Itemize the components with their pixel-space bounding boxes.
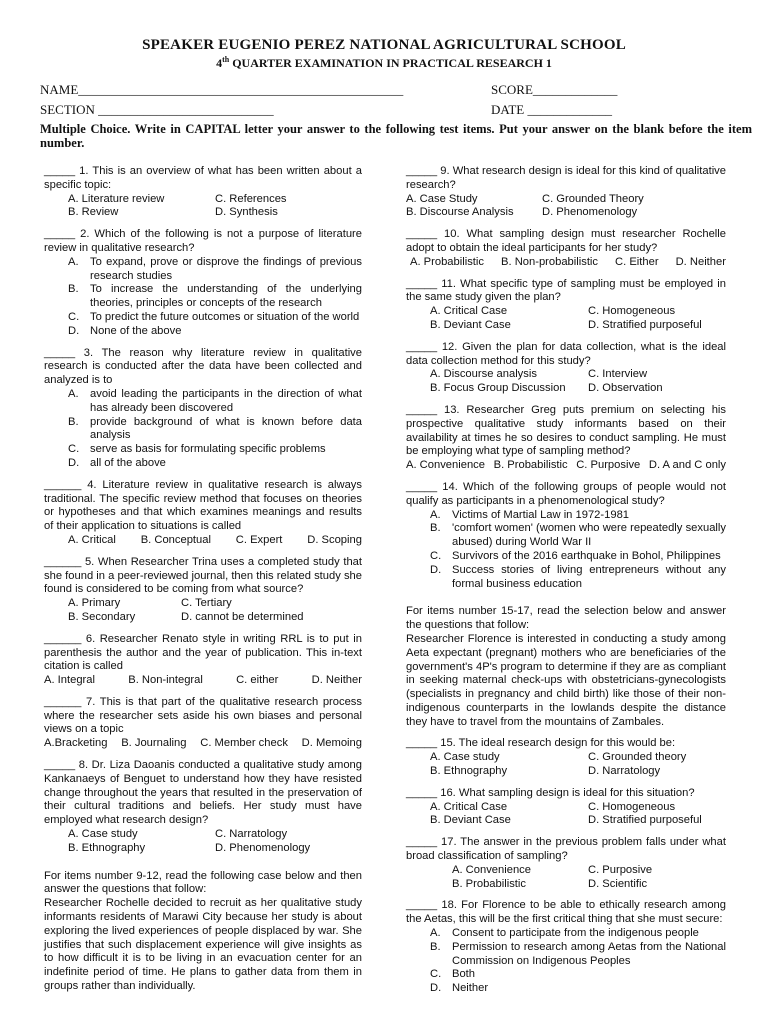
option-a	[68, 388, 362, 416]
option-c: C. Homogeneous	[588, 305, 676, 318]
option-b: B. Probabilistic	[493, 459, 568, 472]
question-9	[406, 165, 726, 220]
option-c: C. either	[236, 674, 279, 687]
option-d: D. Neither	[311, 674, 362, 687]
date-field[interactable]: DATE _____________	[491, 102, 612, 117]
option-d: D. Phenomenology	[542, 206, 638, 219]
option-c: C. Expert	[235, 533, 283, 546]
question-17	[406, 836, 726, 891]
question-stem: _____ 11. What specific type of sampling must be employed in the same study given the plan?	[406, 277, 726, 304]
option-text: To expand, prove or disprove the findings of previous research studies	[90, 255, 362, 282]
question-stem: _____ 16. What sampling design is ideal for this situation?	[406, 786, 695, 799]
right-column	[406, 165, 726, 996]
option-c: C. Either	[615, 255, 659, 268]
question-2	[44, 228, 362, 338]
option-letter: A.	[68, 387, 79, 400]
question-stem: _____ 12. Given the plan for data collection, what is the ideal data collection method for this study?	[406, 340, 726, 367]
option-c	[430, 550, 726, 564]
option-d: D. Observation	[588, 382, 663, 395]
option-a: A. Literature review	[68, 192, 165, 205]
option-d: D. Scientific	[588, 877, 648, 890]
name-field[interactable]: NAME__________________________________________________	[40, 82, 404, 97]
option-d: D. cannot be determined	[181, 610, 304, 623]
question-3	[44, 347, 362, 471]
options	[44, 388, 362, 471]
case-text-9-12: Researcher Rochelle decided to recruit as her qualitative study informants residents of Marawi City because her study is about exploring the lived experiences of people displaced by war. She justifies that such displacement experience will give insights as to how difficult it is to be living in an evacuation center for an indefinite period of time. He plans to gather data from them in groups rather than individually.	[44, 897, 362, 993]
option-b: B. Ethnography	[430, 765, 508, 778]
left-column	[44, 165, 362, 1002]
option-a: A. Discourse analysis	[430, 368, 537, 381]
question-stem: _____ 18. For Florence to be able to ethically research among the Aetas, this will be the first critical thing that she must secure:	[406, 899, 726, 926]
case-intro-15-17: For items number 15-17, read the selection below and answer the questions that follow:	[406, 605, 726, 632]
options	[44, 828, 362, 856]
option-b	[68, 283, 362, 311]
question-stem: _____ 8. Dr. Liza Daoanis conducted a qualitative study among Kankanaeys of Benguet to understand how they have resisted change throughout the years that resulted in the preservation of their cultural traditions and beliefs. Her study must have employed what research design?	[44, 759, 362, 827]
option-letter: C.	[430, 549, 442, 562]
option-d: D. Stratified purposeful	[588, 318, 702, 331]
option-c: C. Purposive	[588, 863, 653, 876]
option-a: A. Case study	[430, 751, 500, 764]
option-b: B. Probabilistic	[452, 877, 526, 890]
section-field[interactable]: SECTION ___________________________	[40, 102, 274, 117]
option-a: A. Case Study	[406, 192, 478, 205]
option-c: C. Grounded theory	[588, 751, 687, 764]
option-d: D. Synthesis	[215, 206, 278, 219]
option-c	[430, 968, 726, 982]
options	[406, 305, 726, 333]
option-letter: A.	[430, 508, 441, 521]
option-a: A. Critical Case	[430, 800, 508, 813]
question-5	[44, 556, 362, 625]
option-b: B. Non-probabilistic	[501, 255, 599, 268]
option-c: C. Grounded Theory	[542, 192, 644, 205]
question-8	[44, 759, 362, 856]
option-b: B. Journaling	[121, 737, 187, 750]
option-c	[68, 443, 362, 457]
option-text: all of the above	[90, 456, 166, 469]
option-d	[430, 564, 726, 592]
question-stem: _____ 14. Which of the following groups of people would not qualify as participants in a phenomenological study?	[406, 480, 726, 507]
exam-title	[0, 55, 768, 71]
option-a: A. Case study	[68, 828, 138, 841]
options	[44, 674, 362, 688]
option-d: D. Stratified purposeful	[588, 814, 702, 827]
question-stem: _____ 17. The answer in the previous problem falls under what broad classification of sampling?	[406, 836, 726, 863]
options	[44, 737, 362, 751]
exam-ordinal: 4	[216, 56, 223, 70]
question-stem: _____ 9. What research design is ideal for this kind of qualitative research?	[406, 165, 726, 191]
option-d: D. Scoping	[307, 533, 362, 546]
option-letter: C.	[430, 968, 442, 981]
question-15	[406, 737, 726, 778]
question-13	[406, 404, 726, 473]
option-b: B. Non-integral	[128, 674, 203, 687]
option-d: D. A and C only	[648, 459, 726, 472]
option-text: Neither	[452, 982, 489, 995]
option-letter: A.	[68, 255, 79, 268]
option-d: D. Neither	[675, 255, 726, 268]
option-letter: C.	[68, 443, 80, 456]
question-stem: ______ 6. Researcher Renato style in writing RRL is to put in parenthesis the author and the year of publication. This in-text citation is called	[44, 632, 362, 673]
options	[44, 597, 362, 625]
question-stem: ______ 7. This is that part of the qualitative research process where the researcher sets aside his own biases and personal views on a topic	[44, 695, 362, 736]
options	[406, 368, 726, 396]
question-6	[44, 633, 362, 688]
instructions: Multiple Choice. Write in CAPITAL letter your answer to the following test items. Put your answer on the blank before the item number.	[40, 122, 752, 150]
option-letter: B.	[430, 522, 441, 535]
question-10	[406, 228, 726, 269]
option-b: B. Focus Group Discussion	[430, 382, 566, 395]
option-text: serve as basis for formulating specific problems	[90, 443, 326, 456]
option-a: A. Convenience	[452, 863, 531, 876]
option-letter: D.	[68, 324, 80, 337]
option-text: Success stories of living entrepreneurs without any formal business education	[452, 563, 726, 590]
option-a: A. Probabilistic	[410, 255, 484, 268]
exam-title-rest: QUARTER EXAMINATION IN PRACTICAL RESEARCH 1	[229, 56, 552, 70]
question-1	[44, 165, 362, 220]
option-letter: C.	[68, 310, 80, 323]
options	[406, 459, 726, 473]
option-a	[68, 256, 362, 284]
option-b: B. Deviant Case	[430, 318, 511, 331]
option-b: B. Secondary	[68, 610, 136, 623]
option-letter: D.	[430, 982, 442, 995]
option-text: Both	[452, 968, 476, 981]
option-a: A.Bracketing	[44, 737, 108, 750]
option-text: avoid leading the participants in the direction of what has already been discovered	[90, 387, 362, 414]
option-d	[68, 457, 362, 471]
question-stem: _____ 10. What sampling design must researcher Rochelle adopt to obtain the ideal participants for her study?	[406, 228, 726, 254]
option-b	[430, 941, 726, 969]
option-d	[430, 982, 726, 996]
option-letter: D.	[430, 563, 442, 576]
option-text: Victims of Martial Law in 1972-1981	[452, 508, 630, 521]
question-18	[406, 899, 726, 996]
question-stem: _____ 3. The reason why literature review in qualitative research is conducted after the data have been collected and analyzed is to	[44, 346, 362, 387]
options	[406, 927, 726, 996]
option-c: C. References	[215, 192, 287, 205]
question-4	[44, 479, 362, 548]
option-text: To predict the future outcomes or situation of the world	[90, 310, 360, 323]
option-letter: B.	[430, 940, 441, 953]
option-c: C. Narratology	[215, 828, 288, 841]
case-text-15-17: Researcher Florence is interested in conducting a study among Aeta expectant (pregnant) mothers who are beneficiaries of the government's 4P's program to determine if they are as compliant in seeking maternal check-ups with obstetricians-gynecologists (specialists in pregnancy and child birth) like those of their non-indigenous counterparts in the lowlands despite the distance they have to travel from the mountains of Zambales.	[406, 632, 726, 728]
option-letter: D.	[68, 456, 80, 469]
option-b	[68, 416, 362, 444]
option-a	[430, 509, 726, 523]
option-text: Survivors of the 2016 earthquake in Bohol, Philippines	[452, 549, 721, 562]
option-b: B. Review	[68, 206, 119, 219]
question-12	[406, 341, 726, 396]
question-stem: _____ 1. This is an overview of what has been written about a specific topic:	[44, 165, 362, 191]
school-title: SPEAKER EUGENIO PEREZ NATIONAL AGRICULTURAL SCHOOL	[142, 37, 626, 53]
question-7	[44, 696, 362, 751]
question-stem: _____ 13. Researcher Greg puts premium on selecting his prospective qualitative study informants based on their availability at times he so desires to conduct sampling. He must be employing what type of sampling method?	[406, 403, 726, 458]
option-c: C. Interview	[588, 368, 648, 381]
option-text: Consent to participate from the indigenous people	[452, 927, 699, 940]
question-11	[406, 278, 726, 333]
option-c	[68, 311, 362, 325]
option-a: A. Primary	[68, 597, 121, 610]
option-text: To increase the understanding of the underlying theories, principles or concepts of the research	[90, 283, 362, 310]
option-c: C. Homogeneous	[588, 800, 676, 813]
option-c: C. Tertiary	[181, 597, 232, 610]
option-text: None of the above	[90, 324, 182, 337]
options	[406, 256, 726, 270]
score-field[interactable]: SCORE_____________	[491, 82, 618, 97]
option-b: B. Deviant Case	[430, 814, 511, 827]
option-text: provide background of what is known before data analysis	[90, 415, 362, 442]
option-d	[68, 325, 362, 339]
option-b: B. Ethnography	[68, 841, 146, 854]
option-a: A. Critical Case	[430, 305, 508, 318]
options	[406, 193, 726, 221]
option-d: D. Phenomenology	[215, 841, 311, 854]
option-letter: A.	[430, 927, 441, 940]
option-a	[430, 927, 726, 941]
option-b	[430, 522, 726, 550]
options	[406, 509, 726, 592]
case-intro-9-12: For items number 9-12, read the following case below and then answer the questions that follow:	[44, 869, 362, 896]
option-a: A. Integral	[44, 674, 95, 687]
options	[406, 864, 726, 892]
option-d: D. Memoing	[301, 737, 362, 750]
question-16	[406, 787, 726, 828]
exam-ordinal-suffix: th	[222, 55, 230, 64]
option-letter: B.	[68, 415, 79, 428]
question-stem: _____ 2. Which of the following is not a purpose of literature review in qualitative research?	[44, 228, 362, 254]
option-letter: B.	[68, 283, 79, 296]
option-d: D. Narratology	[588, 765, 661, 778]
option-a: A. Critical	[68, 533, 116, 546]
question-stem: ______ 4. Literature review in qualitative research is always traditional. The specific review method that focuses on theories or hypotheses and that which examines meanings and results of their application to situations is called	[44, 478, 362, 533]
question-14	[406, 481, 726, 591]
option-c: C. Member check	[200, 737, 288, 750]
option-a: A. Convenience	[406, 459, 485, 472]
option-text: 'comfort women' (women who were repeatedly sexually abused) during World War II	[452, 522, 726, 549]
question-stem: ______ 5. When Researcher Trina uses a completed study that she found in a peer-reviewed journal, then this related study she found is considered to be coming from what source?	[44, 555, 362, 596]
option-c: C. Purposive	[576, 459, 641, 472]
option-text: Permission to research among Aetas from the National Commission on Indigenous Peoples	[452, 940, 726, 967]
options	[44, 534, 362, 548]
options	[44, 193, 362, 221]
question-stem: _____ 15. The ideal research design for this would be:	[406, 737, 676, 750]
options	[44, 256, 362, 339]
options	[406, 751, 726, 779]
option-b: B. Conceptual	[140, 533, 211, 546]
option-b: B. Discourse Analysis	[406, 206, 514, 219]
options	[406, 801, 726, 829]
